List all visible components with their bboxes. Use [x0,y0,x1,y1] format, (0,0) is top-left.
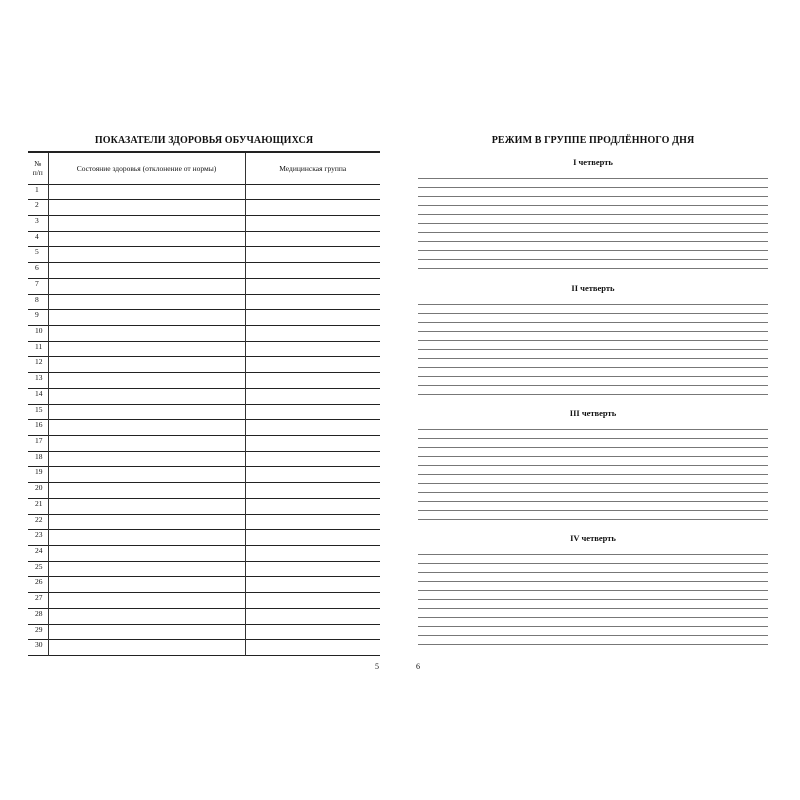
writing-line[interactable] [418,563,768,564]
table-row [28,247,380,263]
ruled-lines [418,554,768,653]
writing-line[interactable] [418,474,768,475]
row-number: 8 [28,294,48,310]
table-row [28,420,380,436]
table-row [28,436,380,452]
quarter-title: II четверть [571,283,615,293]
column-header-health-state: Состояние здоровья (отклонение от нормы) [48,152,245,184]
row-number: 26 [28,577,48,593]
health-state-cell[interactable] [48,263,245,279]
table-row [28,624,380,640]
table-row [28,278,380,294]
writing-line[interactable] [418,590,768,591]
row-number: 10 [28,325,48,341]
writing-line[interactable] [418,331,768,332]
table-row [28,467,380,483]
row-number: 20 [28,483,48,499]
row-number: 24 [28,546,48,562]
medical-group-cell[interactable] [245,263,380,279]
table-row [28,325,380,341]
quarter-title: III четверть [569,408,617,418]
medical-group-cell[interactable] [245,530,380,546]
row-number: 12 [28,357,48,373]
writing-line[interactable] [418,376,768,377]
row-number: 6 [28,263,48,279]
row-number: 11 [28,341,48,357]
writing-line[interactable] [418,510,768,511]
writing-line[interactable] [418,367,768,368]
column-header-medical-group: Медицинская группа [279,163,347,173]
page-number: 6 [416,662,420,671]
table-row [28,561,380,577]
medical-group-cell[interactable] [245,467,380,483]
row-number: 3 [28,215,48,231]
writing-line[interactable] [418,196,768,197]
row-number: 1 [28,184,48,200]
writing-line[interactable] [418,456,768,457]
column-header-number: № п/п [28,152,48,184]
row-number: 29 [28,624,48,640]
row-number: 22 [28,514,48,530]
health-table [28,151,380,656]
health-state-cell[interactable] [48,247,245,263]
writing-line[interactable] [418,635,768,636]
page-title: РЕЖИМ В ГРУППЕ ПРОДЛЁННОГО ДНЯ [491,135,695,146]
ruled-lines [418,304,768,403]
health-state-cell[interactable] [48,546,245,562]
health-state-cell[interactable] [48,215,245,231]
table-row [28,310,380,326]
health-state-cell[interactable] [48,498,245,514]
ruled-lines [418,178,768,277]
medical-group-cell[interactable] [245,451,380,467]
medical-group-cell[interactable] [245,325,380,341]
row-number: 28 [28,608,48,624]
medical-group-cell[interactable] [245,373,380,389]
table-row [28,294,380,310]
writing-line[interactable] [418,178,768,179]
health-state-cell[interactable] [48,514,245,530]
writing-line[interactable] [418,599,768,600]
writing-line[interactable] [418,322,768,323]
health-state-cell[interactable] [48,608,245,624]
writing-line[interactable] [418,349,768,350]
table-row [28,184,380,200]
writing-line[interactable] [418,492,768,493]
row-number: 2 [28,200,48,216]
table-row [28,215,380,231]
medical-group-cell[interactable] [245,561,380,577]
medical-group-cell[interactable] [245,514,380,530]
table-row [28,593,380,609]
row-number: 19 [28,467,48,483]
medical-group-cell[interactable] [245,215,380,231]
medical-group-cell[interactable] [245,498,380,514]
writing-line[interactable] [418,223,768,224]
table-row [28,451,380,467]
health-state-cell[interactable] [48,310,245,326]
medical-group-cell[interactable] [245,357,380,373]
writing-line[interactable] [418,232,768,233]
row-number: 9 [28,310,48,326]
health-state-cell[interactable] [48,420,245,436]
health-state-cell[interactable] [48,451,245,467]
table-row [28,404,380,420]
health-state-cell[interactable] [48,294,245,310]
medical-group-cell[interactable] [245,184,380,200]
table-row [28,608,380,624]
row-number: 14 [28,388,48,404]
health-state-cell[interactable] [48,593,245,609]
health-state-cell[interactable] [48,624,245,640]
table-row [28,373,380,389]
table-row [28,514,380,530]
medical-group-cell[interactable] [245,420,380,436]
medical-group-cell[interactable] [245,231,380,247]
table-row [28,530,380,546]
writing-line[interactable] [418,241,768,242]
writing-line[interactable] [418,501,768,502]
row-number: 13 [28,373,48,389]
table-row [28,263,380,279]
health-state-cell[interactable] [48,278,245,294]
medical-group-cell[interactable] [245,483,380,499]
health-state-cell[interactable] [48,404,245,420]
writing-line[interactable] [418,340,768,341]
row-number: 18 [28,451,48,467]
quarter-title: IV четверть [570,533,616,543]
writing-line[interactable] [418,465,768,466]
writing-line[interactable] [418,394,768,395]
ruled-lines [418,429,768,528]
writing-line[interactable] [418,554,768,555]
row-number: 7 [28,278,48,294]
health-state-cell[interactable] [48,388,245,404]
health-state-cell[interactable] [48,184,245,200]
row-number: 4 [28,231,48,247]
writing-line[interactable] [418,572,768,573]
medical-group-cell[interactable] [245,294,380,310]
table-row [28,341,380,357]
health-state-cell[interactable] [48,200,245,216]
medical-group-cell[interactable] [245,608,380,624]
writing-line[interactable] [418,259,768,260]
medical-group-cell[interactable] [245,404,380,420]
table-row [28,498,380,514]
writing-line[interactable] [418,608,768,609]
health-state-cell[interactable] [48,341,245,357]
medical-group-cell[interactable] [245,310,380,326]
writing-line[interactable] [418,205,768,206]
row-number: 16 [28,420,48,436]
table-row [28,483,380,499]
health-state-cell[interactable] [48,530,245,546]
row-number: 5 [28,247,48,263]
row-number: 27 [28,593,48,609]
health-state-cell[interactable] [48,577,245,593]
table-row [28,640,380,656]
row-number: 21 [28,498,48,514]
writing-line[interactable] [418,519,768,520]
table-row [28,546,380,562]
row-number: 15 [28,404,48,420]
medical-group-cell[interactable] [245,200,380,216]
writing-line[interactable] [418,385,768,386]
medical-group-cell[interactable] [245,247,380,263]
medical-group-cell[interactable] [245,436,380,452]
health-state-cell[interactable] [48,483,245,499]
medical-group-cell[interactable] [245,640,380,656]
table-row [28,231,380,247]
health-state-cell[interactable] [48,467,245,483]
row-number: 30 [28,640,48,656]
medical-group-cell[interactable] [245,388,380,404]
health-state-cell[interactable] [48,436,245,452]
writing-line[interactable] [418,313,768,314]
row-number: 23 [28,530,48,546]
writing-line[interactable] [418,358,768,359]
writing-line[interactable] [418,617,768,618]
medical-group-cell[interactable] [245,278,380,294]
health-state-cell[interactable] [48,640,245,656]
writing-line[interactable] [418,581,768,582]
writing-line[interactable] [418,250,768,251]
health-state-cell[interactable] [48,373,245,389]
page-number: 5 [375,662,379,671]
table-row [28,357,380,373]
table-header-row [28,152,380,184]
medical-group-cell[interactable] [245,546,380,562]
row-number: 25 [28,561,48,577]
row-number: 17 [28,436,48,452]
quarter-title: I четверть [573,157,613,167]
writing-line[interactable] [418,644,768,645]
writing-line[interactable] [418,438,768,439]
page-title: ПОКАЗАТЕЛИ ЗДОРОВЬЯ ОБУЧАЮЩИХСЯ [94,135,314,146]
writing-line[interactable] [418,214,768,215]
table-row [28,200,380,216]
medical-group-cell[interactable] [245,341,380,357]
health-state-cell[interactable] [48,561,245,577]
writing-line[interactable] [418,268,768,269]
writing-line[interactable] [418,304,768,305]
writing-line[interactable] [418,626,768,627]
writing-line[interactable] [418,447,768,448]
health-state-cell[interactable] [48,357,245,373]
health-state-cell[interactable] [48,325,245,341]
writing-line[interactable] [418,483,768,484]
health-state-cell[interactable] [48,231,245,247]
medical-group-cell[interactable] [245,593,380,609]
medical-group-cell[interactable] [245,577,380,593]
writing-line[interactable] [418,187,768,188]
writing-line[interactable] [418,429,768,430]
medical-group-cell[interactable] [245,624,380,640]
table-row [28,388,380,404]
table-row [28,577,380,593]
